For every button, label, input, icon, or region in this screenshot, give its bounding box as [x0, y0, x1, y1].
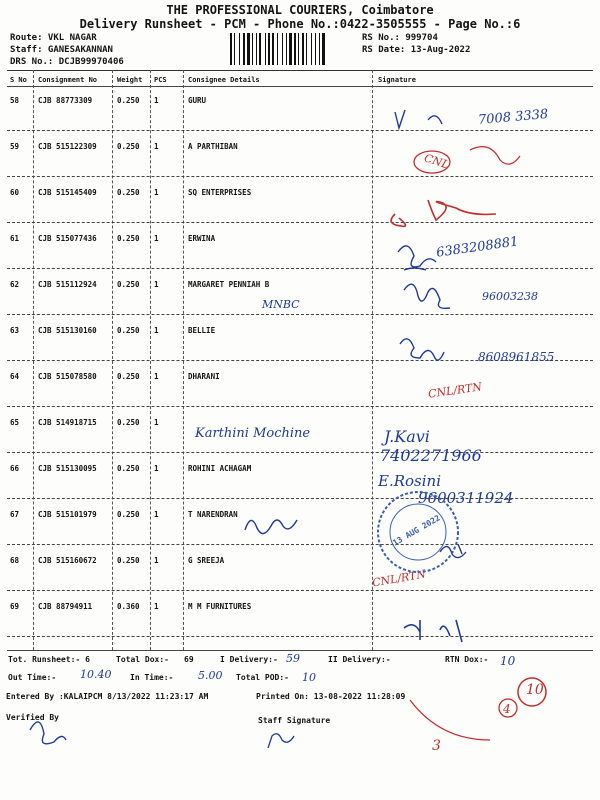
cell-pcs: 1 [154, 188, 159, 197]
handwritten-total-pod: 10 [302, 671, 316, 684]
handwritten-phone-63: 8608961855 [478, 350, 555, 364]
col-header-consignment: Consignment No [38, 76, 98, 84]
cell-weight: 0.250 [117, 142, 140, 151]
circle-mark-large [518, 678, 546, 706]
cell-consignment: CJB 515122309 [38, 142, 97, 151]
staff-signature [268, 734, 294, 748]
signature-67 [245, 520, 297, 534]
cell-pcs: 1 [154, 326, 159, 335]
cell-pcs: 1 [154, 142, 159, 151]
cell-consignee: BELLIE [188, 326, 216, 335]
cell-sno: 69 [10, 602, 20, 611]
cell-sno: 67 [10, 510, 20, 519]
handwritten-cnl-rtn-64: CNL/RTN [427, 380, 483, 401]
cell-pcs: 1 [154, 602, 159, 611]
handwritten-name-66: E.Rosini [378, 472, 441, 490]
stamp-date: 13 AUG 2022 [391, 513, 442, 548]
signature-60 [391, 200, 496, 226]
cell-consignment: CJB 88794911 [38, 602, 93, 611]
cell-weight: 0.360 [117, 602, 140, 611]
cell-sno: 58 [10, 96, 20, 105]
signature-69 [404, 620, 462, 642]
staff-label: Staff: GANESAKANNAN [10, 45, 113, 55]
cell-consignment: CJB 515130160 [38, 326, 97, 335]
col-header-pcs: PCS [154, 76, 167, 84]
cell-consignment: CJB 515078580 [38, 372, 97, 381]
cell-pcs: 1 [154, 234, 159, 243]
cell-consignee: DHARANI [188, 372, 220, 381]
rtn-dox-label: RTN Dox:- [445, 655, 489, 664]
company-title: THE PROFESSIONAL COURIERS, Coimbatore [166, 3, 434, 17]
cell-consignee: ERWINA [188, 234, 216, 243]
cell-sno: 62 [10, 280, 20, 289]
entered-by: Entered By :KALAIPCM 8/13/2022 11:23:17 AM [6, 692, 209, 701]
handwritten-cnl-rtn-68: CNL/RTN [371, 567, 427, 590]
cell-consignee: ROHINI ACHAGAM [188, 464, 252, 473]
total-pod-label: Total POD:- [236, 673, 289, 682]
col-header-signature: Signature [378, 76, 416, 84]
signature-63 [400, 339, 444, 360]
cell-weight: 0.250 [117, 280, 140, 289]
red-curve-mark [410, 700, 490, 740]
handwritten-out-time: 10.40 [80, 668, 112, 681]
verified-signature [30, 722, 66, 744]
cell-sno: 63 [10, 326, 20, 335]
cell-pcs: 1 [154, 556, 159, 565]
cell-pcs: 1 [154, 418, 159, 427]
col-header-sno: S No [10, 76, 27, 84]
cell-consignment: CJB 515077436 [38, 234, 97, 243]
handwritten-phone-65: 7402271966 [380, 446, 482, 465]
cell-sno: 68 [10, 556, 20, 565]
cell-sno: 61 [10, 234, 20, 243]
cell-sno: 59 [10, 142, 20, 151]
handwritten-i-delivery: 59 [286, 652, 300, 665]
staff-signature-label: Staff Signature [258, 716, 331, 725]
handwritten-circled-total: 10 [526, 682, 544, 698]
total-runsheet: Tot. Runsheet:- 6 [8, 655, 90, 664]
handwritten-in-time: 5.00 [198, 669, 223, 682]
drs-label: DRS No.: DCJB99970406 [10, 57, 124, 67]
cell-weight: 0.250 [117, 326, 140, 335]
cell-consignee: GURU [188, 96, 207, 105]
cell-pcs: 1 [154, 96, 159, 105]
cell-consignee: G SREEJA [188, 556, 225, 565]
handwritten-circled-small: 4 [503, 702, 511, 716]
cell-consignment: CJB 88773309 [38, 96, 93, 105]
handwritten-three: 3 [432, 738, 441, 754]
total-dox-value: 69 [184, 655, 194, 664]
cell-consignee: T NARENDRAN [188, 510, 238, 519]
out-time-label: Out Time:- [8, 673, 57, 682]
cell-weight: 0.250 [117, 510, 140, 519]
signature-68 [440, 544, 466, 558]
cell-consignment: CJB 515130095 [38, 464, 97, 473]
cell-consignment: CJB 515101979 [38, 510, 97, 519]
cell-weight: 0.250 [117, 418, 140, 427]
handwritten-phone-61: 6383208881 [435, 234, 520, 261]
cell-consignment: CJB 515112924 [38, 280, 97, 289]
route-label: Route: VKL NAGAR [10, 33, 97, 43]
cell-consignee: SQ ENTERPRISES [188, 188, 252, 197]
verified-by-label: Verified By [6, 713, 59, 722]
handwritten-phone-58: 7008 3338 [477, 106, 549, 129]
cell-consignee: MARGARET PENNIAH B [188, 280, 270, 289]
handwritten-phone-62: 96003238 [482, 290, 538, 303]
cell-consignment: CJB 515145409 [38, 188, 97, 197]
cell-pcs: 1 [154, 280, 159, 289]
cell-sno: 66 [10, 464, 20, 473]
cnl-circle-59 [414, 151, 450, 173]
printed-on: Printed On: 13-08-2022 11:28:09 [256, 692, 406, 701]
cell-pcs: 1 [154, 372, 159, 381]
red-scribble-59 [470, 147, 520, 165]
cell-consignee: M M FURNITURES [188, 602, 252, 611]
cell-sno: 65 [10, 418, 20, 427]
signature-62 [404, 284, 450, 308]
cell-sno: 60 [10, 188, 20, 197]
cell-consignment: CJB 515160672 [38, 556, 97, 565]
signature-58 [395, 110, 442, 128]
ii-delivery-label: II Delivery:- [328, 655, 391, 664]
i-delivery-label: I Delivery:- [220, 655, 278, 664]
circle-mark-small [499, 699, 517, 717]
cell-weight: 0.250 [117, 188, 140, 197]
rs-date-label: RS Date: 13-Aug-2022 [362, 45, 471, 55]
rs-no-label: RS No.: 999704 [362, 33, 438, 43]
cell-weight: 0.250 [117, 556, 140, 565]
handwritten-cnl-59: CNL [422, 151, 451, 172]
handwritten-name-65: J.Kavi [384, 427, 430, 446]
signature-61 [398, 246, 436, 270]
cell-weight: 0.250 [117, 464, 140, 473]
cell-pcs: 1 [154, 510, 159, 519]
cell-sno: 64 [10, 372, 20, 381]
handwritten-consignee-65: Karthini Mochine [195, 426, 311, 441]
handwritten-rtn-dox: 10 [500, 654, 516, 668]
cell-weight: 0.250 [117, 234, 140, 243]
cell-weight: 0.250 [117, 372, 140, 381]
col-header-weight: Weight [117, 76, 143, 84]
total-dox-label: Total Dox:- [116, 655, 169, 664]
in-time-label: In Time:- [130, 673, 174, 682]
handwritten-phone-66: 9600311924 [418, 489, 514, 507]
cell-consignee: A PARTHIBAN [188, 142, 238, 151]
handwritten-mnbc: MNBC [262, 298, 300, 311]
col-header-consignee: Consignee Details [188, 76, 260, 84]
cell-consignment: CJB 514918715 [38, 418, 97, 427]
runsheet-subtitle: Delivery Runsheet - PCM - Phone No.:0422-3505555 - Page No.:6 [79, 17, 521, 31]
cell-pcs: 1 [154, 464, 159, 473]
cell-weight: 0.250 [117, 96, 140, 105]
